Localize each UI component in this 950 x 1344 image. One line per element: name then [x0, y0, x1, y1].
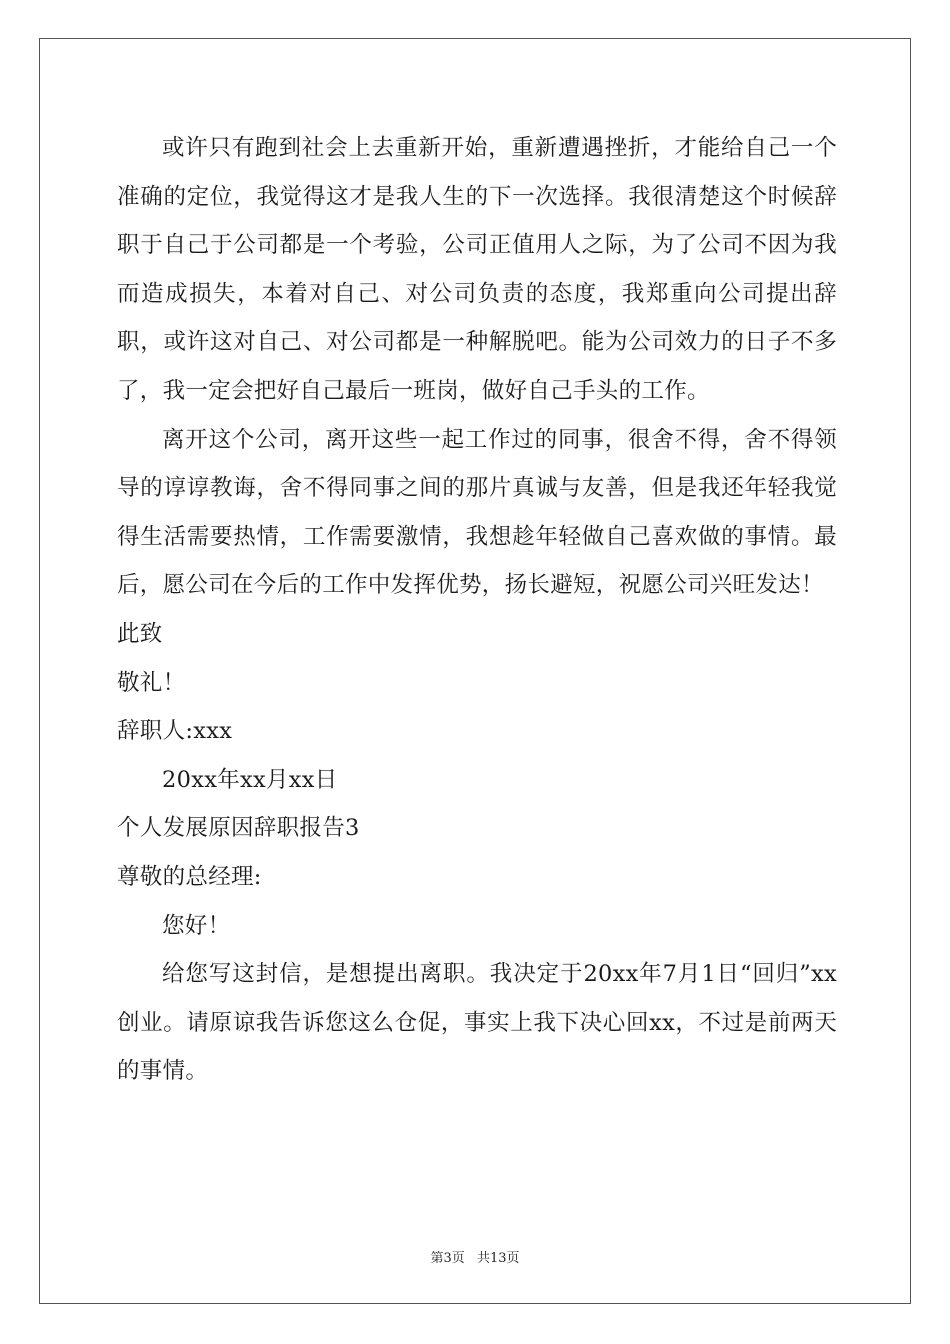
date-line: 20xx年xx月xx日: [162, 766, 338, 793]
closing-salutation: 此致: [117, 620, 163, 647]
greeting: 您好！: [162, 912, 231, 939]
paragraph-resignation-reason: 或许只有跑到社会上去重新开始，重新遭遇挫折，才能给自己一个准确的定位，我觉得这才是我人生的下一次选择。我很清楚这个时候辞职于自己于公司都是一个考验，公司正值用人之际，为了公司不因为我而造成损失，本着对自己、对公司负责的态度，我郑重向公司提出辞职，或许这对自己、对公司都是一种解脱吧。能为公司效力的日子不多了，我一定会把好自己最后一班岗，做好自己手头的工作。: [117, 135, 837, 404]
page-total: 共13页: [476, 1251, 520, 1266]
page-footer: [0, 1247, 950, 1266]
document-body: [117, 124, 837, 1096]
paragraph-farewell: 离开这个公司，离开这些一起工作过的同事，很舍不得，舍不得领导的谆谆教诲，舍不得同事之间的那片真诚与友善，但是我还年轻我觉得生活需要热情，工作需要激情，我想趁年轻做自己喜欢做的事情。最后，愿公司在今后的工作中发挥优势，扬长避短，祝愿公司兴旺发达！: [117, 426, 837, 599]
section-title: 个人发展原因辞职报告3: [117, 815, 360, 842]
paragraph-notice: 给您写这封信，是想提出离职。我决定于20xx年7月1日“回归”xx创业。请原谅我告诉您这么仓促，事实上我下决心回xx，不过是前两天的事情。: [117, 961, 837, 1085]
signature-line: 辞职人:xxx: [117, 718, 233, 745]
addressee: 尊敬的总经理:: [117, 863, 262, 890]
closing-regards: 敬礼！: [117, 669, 186, 696]
page-number: 第3页: [430, 1251, 465, 1266]
